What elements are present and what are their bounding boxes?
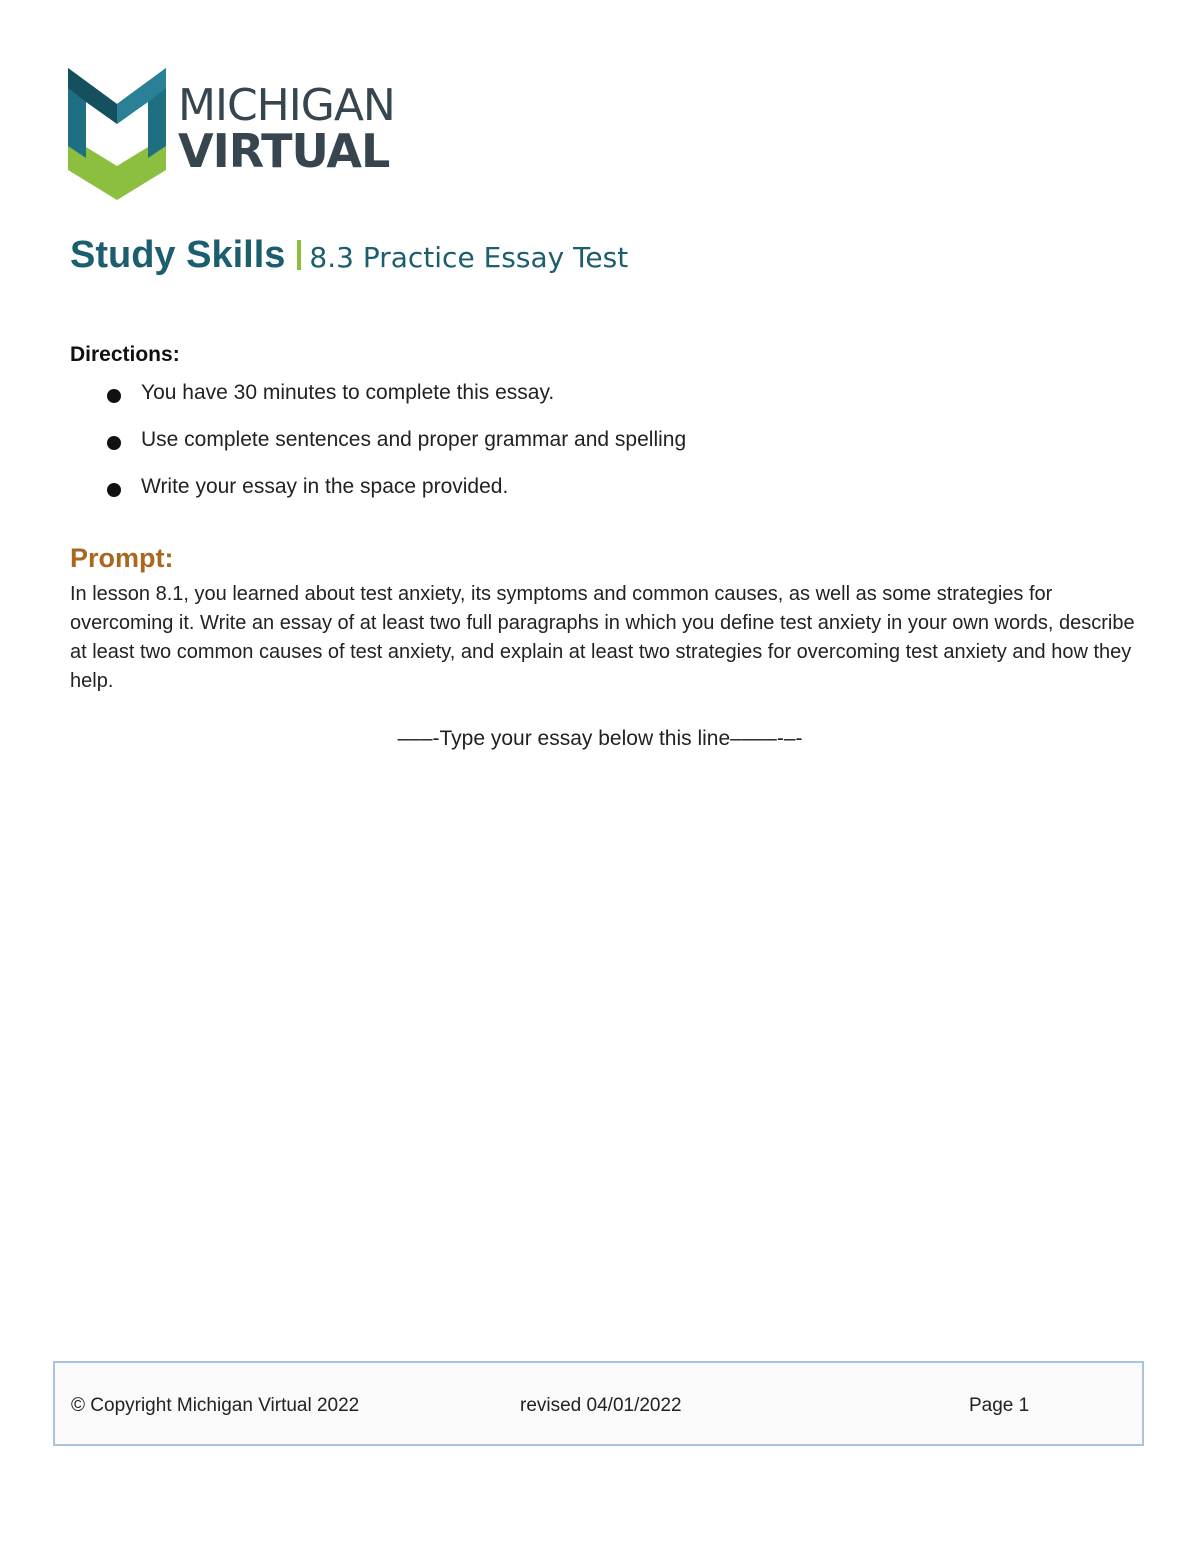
logo-text-michigan: MICHIGAN xyxy=(178,80,395,131)
directions-list xyxy=(104,378,686,519)
list-item xyxy=(104,425,686,472)
michigan-virtual-m-mark-icon xyxy=(68,68,166,200)
footer-copyright: © Copyright Michigan Virtual 2022 xyxy=(71,1395,360,1416)
essay-divider: –––-Type your essay below this line––––-–- xyxy=(397,727,803,750)
michigan-virtual-logo xyxy=(68,68,413,203)
page-title xyxy=(70,232,628,281)
bullet-icon xyxy=(107,389,121,403)
bullet-icon xyxy=(107,483,121,497)
title-separator xyxy=(297,240,301,270)
logo-text-virtual: VIRTUAL xyxy=(178,124,390,178)
list-item xyxy=(104,472,686,519)
footer-page-number: Page 1 xyxy=(969,1395,1030,1416)
footer-revised-date: revised 04/01/2022 xyxy=(520,1395,682,1416)
prompt-body: In lesson 8.1, you learned about test anxiety, its symptoms and common causes, as well as some strategies for overcoming it. Write an essay of at least two full paragraphs in which you define test anxiety in your own words, describe at least two common causes of test anxiety, and explain at least two strategies for overcoming test anxiety and how they help. xyxy=(70,583,1135,692)
lesson-title: 8.3 Practice Essay Test xyxy=(309,241,629,274)
direction-text: Use complete sentences and proper grammar and spelling xyxy=(141,428,687,451)
directions-label: Directions: xyxy=(70,343,180,366)
course-title: Study Skills xyxy=(70,234,286,276)
bullet-icon xyxy=(107,436,121,450)
prompt-label: Prompt: xyxy=(70,543,174,573)
footer xyxy=(53,1361,1144,1446)
direction-text: You have 30 minutes to complete this essay. xyxy=(141,381,555,404)
list-item xyxy=(104,378,686,425)
direction-text: Write your essay in the space provided. xyxy=(141,475,509,498)
